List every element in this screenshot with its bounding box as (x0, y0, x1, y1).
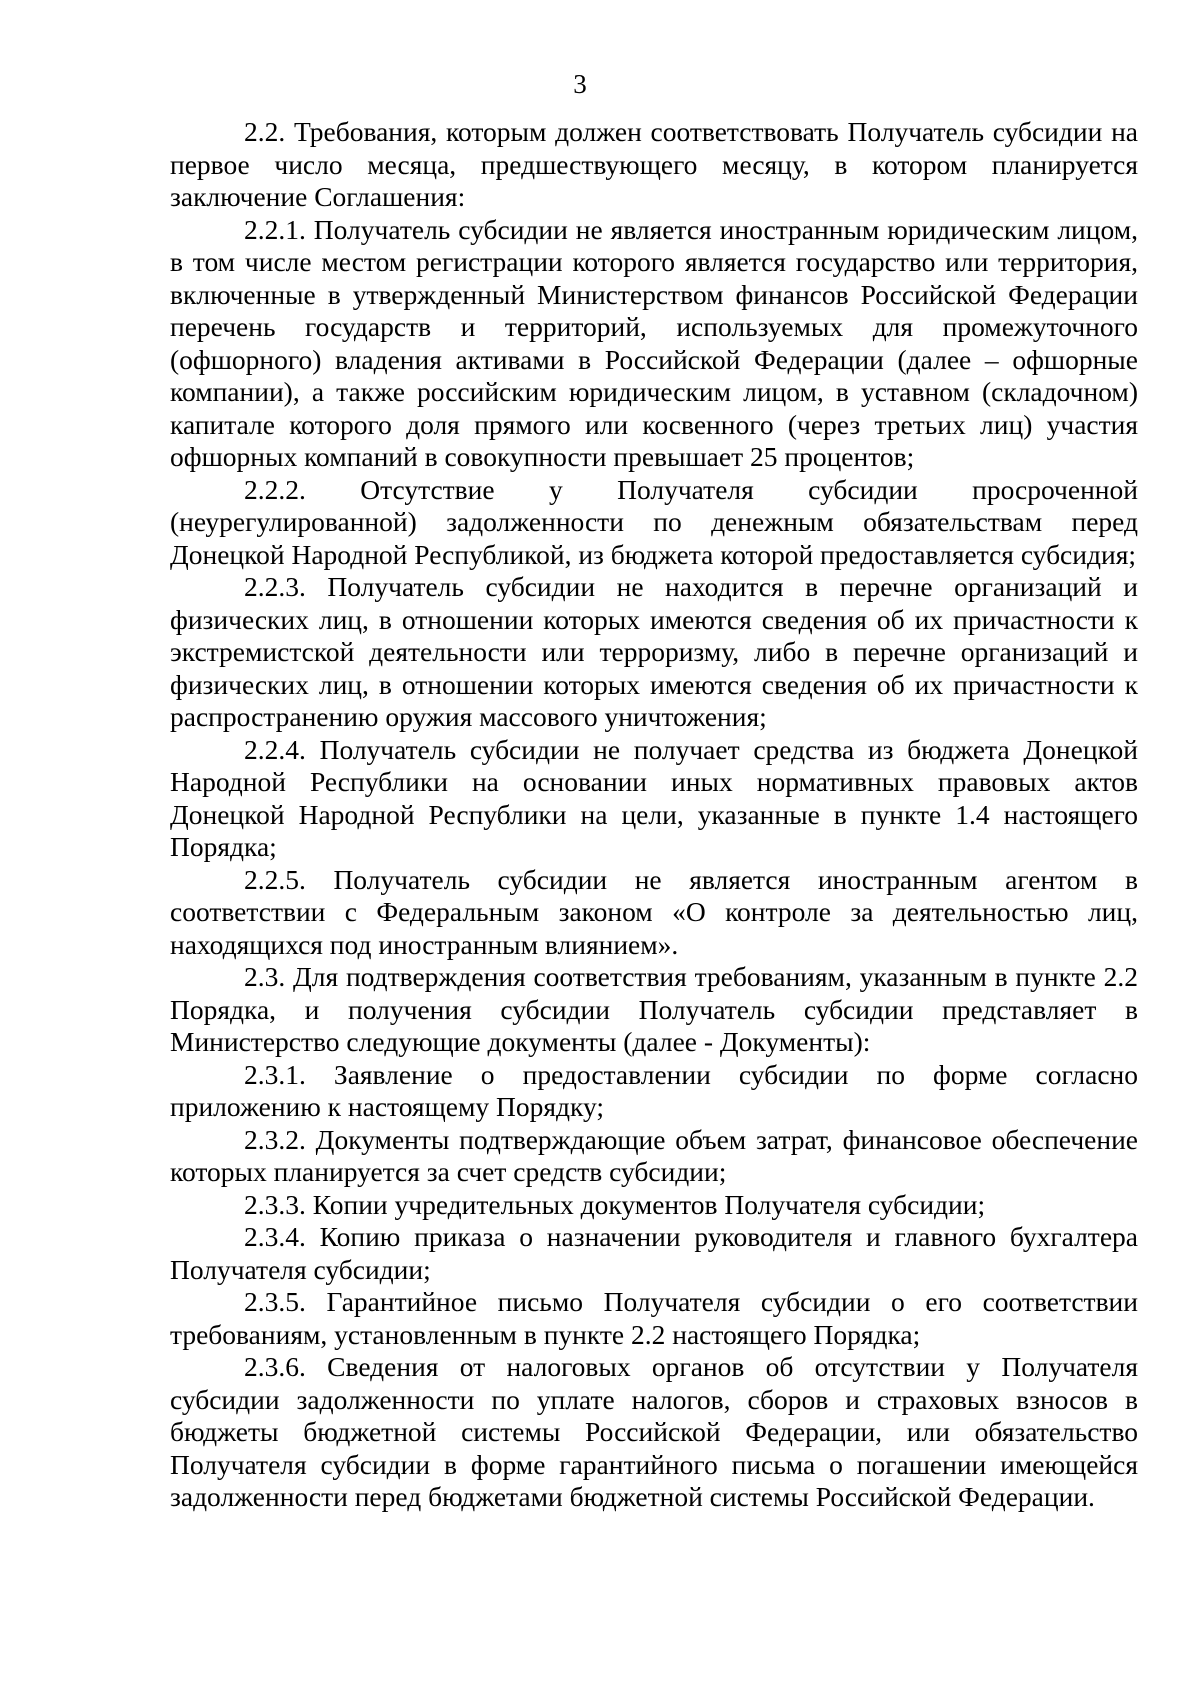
paragraph-2-2-5: 2.2.5. Получатель субсидии не является иностранным агентом в соответствии с Федеральным законом «О контроле за деятельностью лиц, находящихся под иностранным влиянием». (170, 863, 1138, 960)
paragraph-2-2-4: 2.2.4. Получатель субсидии не получает средства из бюджета Донецкой Народной Республики на основании иных нормативных правовых актов Донецкой Народной Республики на цели, указанные в пункте 1.4 настоящего Порядка; (170, 733, 1138, 862)
paragraph-2-2-1: 2.2.1. Получатель субсидии не является иностранным юридическим лицом, в том числе местом регистрации которого является государство или территория, включенные в утвержденный Министерством финансов Российской Федерации перечень государств и территорий, используемых для промежуточного (офшорного) владения активами в Российской Федерации (далее – офшорные компании), а также российским юридическим лицом, в уставном (складочном) капитале которого доля прямого или косвенного (через третьих лиц) участия офшорных компаний в совокупности превышает 25 процентов; (170, 213, 1138, 472)
paragraph-2-3-4: 2.3.4. Копию приказа о назначении руководителя и главного бухгалтера Получателя субсидии; (170, 1221, 1138, 1285)
paragraph-2-3-1: 2.3.1. Заявление о предоставлении субсидии по форме согласно приложению к настоящему Порядку; (170, 1058, 1138, 1122)
paragraph-2-3-6: 2.3.6. Сведения от налоговых органов об отсутствии у Получателя субсидии задолженности по уплате налогов, сборов и страховых взносов в бюджеты бюджетной системы Российской Федерации, или обязательство Получателя субсидии в форме гарантийного письма о погашении имеющейся задолженности перед бюджетами бюджетной системы Российской Федерации. (170, 1351, 1138, 1512)
paragraph-2-2-2: 2.2.2. Отсутствие у Получателя субсидии просроченной (неурегулированной) задолженности по денежным обязательствам перед Донецкой Народной Республикой, из бюджета которой предоставляется субсидия; (170, 473, 1138, 570)
paragraph-2-2: 2.2. Требования, которым должен соответствовать Получатель субсидии на первое число месяца, предшествующего месяцу, в котором планируется заключение Соглашения: (170, 116, 1138, 212)
paragraph-2-2-3: 2.2.3. Получатель субсидии не находится в перечне организаций и физических лиц, в отношении которых имеются сведения об их причастности к экстремистской деятельности или терроризму, либо в перечне организаций и физических лиц, в отношении которых имеются сведения об их причастности к распространению оружия массового уничтожения; (170, 571, 1138, 732)
paragraph-2-3-2: 2.3.2. Документы подтверждающие объем затрат, финансовое обеспечение которых планируется за счет средств субсидии; (170, 1123, 1138, 1187)
paragraph-2-3-3: 2.3.3. Копии учредительных документов Получателя субсидии; (244, 1188, 986, 1220)
document-body (170, 116, 1138, 1514)
paragraph-2-3-5: 2.3.5. Гарантийное письмо Получателя субсидии о его соответствии требованиям, установленным в пункте 2.2 настоящего Порядка; (170, 1286, 1138, 1350)
paragraph-2-3: 2.3. Для подтверждения соответствия требованиям, указанным в пункте 2.2 Порядка, и получения субсидии Получатель субсидии представляет в Министерство следующие документы (далее - Документы): (170, 961, 1138, 1057)
page-number: 3 (573, 69, 587, 99)
